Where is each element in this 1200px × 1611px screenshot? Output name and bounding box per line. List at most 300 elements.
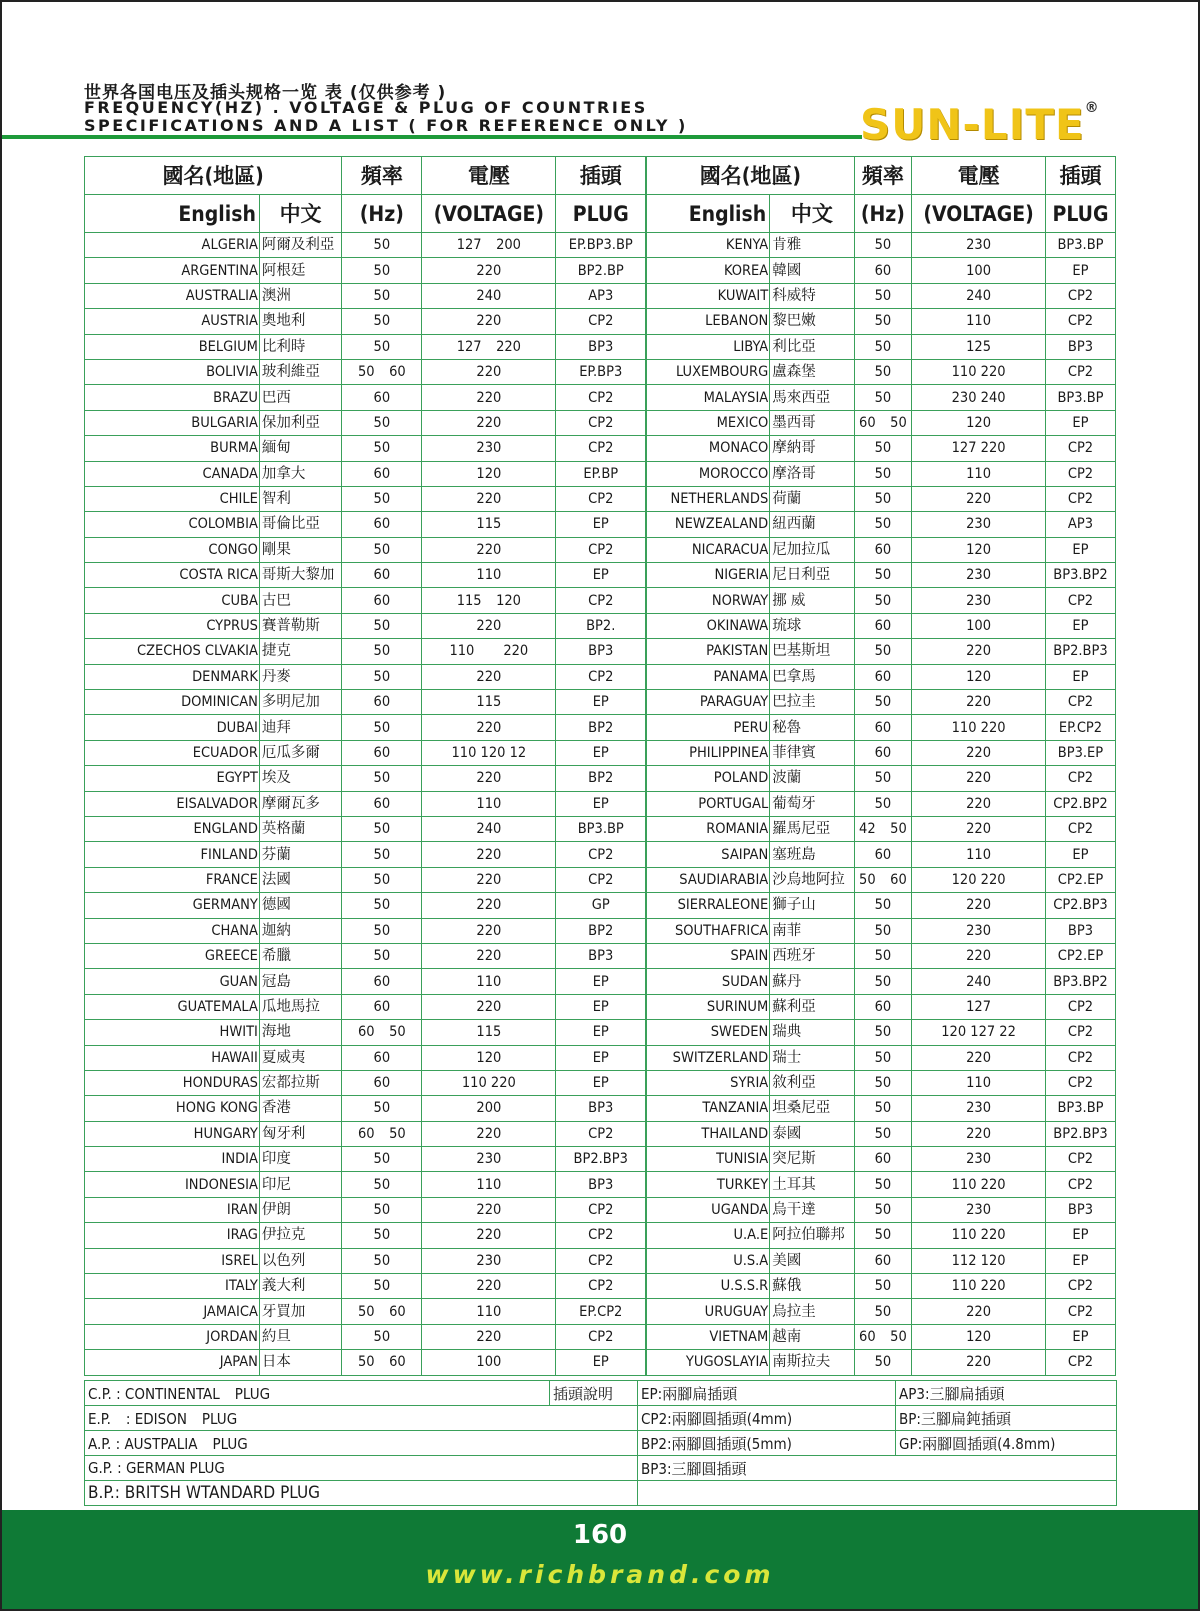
frequency: 60 — [342, 994, 422, 1019]
frequency: 50 — [854, 1172, 912, 1197]
col-english: English — [85, 195, 260, 233]
frequency: 50 — [854, 486, 912, 511]
plug-type: EP — [1045, 664, 1115, 689]
table-row — [85, 1324, 1116, 1349]
voltage: 220 — [912, 1299, 1046, 1324]
brand-name: SUN-LITE — [860, 100, 1085, 149]
table-row — [85, 359, 1116, 384]
plug-type: EP.BP — [556, 461, 647, 486]
plug-type: BP3 — [1045, 334, 1115, 359]
country-chinese: 印度 — [259, 1147, 341, 1172]
country-english: U.S.A — [646, 1248, 769, 1273]
plug-type: CP2 — [556, 842, 647, 867]
frequency: 50 — [342, 816, 422, 841]
frequency: 50 — [342, 715, 422, 740]
country-chinese: 約旦 — [259, 1324, 341, 1349]
frequency: 60 — [342, 385, 422, 410]
country-chinese: 墨西哥 — [770, 410, 854, 435]
country-chinese: 荷蘭 — [770, 486, 854, 511]
country-english: MONACO — [646, 436, 769, 461]
frequency: 50 — [854, 791, 912, 816]
country-english: PERU — [646, 715, 769, 740]
voltage: 220 — [912, 486, 1046, 511]
plug-type: CP2 — [1045, 1350, 1115, 1375]
plug-type: CP2 — [556, 1324, 647, 1349]
country-english: BELGIUM — [85, 334, 260, 359]
voltage: 220 — [422, 918, 556, 943]
plug-type: BP3 — [556, 1172, 647, 1197]
frequency: 50 — [854, 1223, 912, 1248]
country-english: COSTA RICA — [85, 563, 260, 588]
country-chinese: 日本 — [259, 1350, 341, 1375]
country-english: GUATEMALA — [85, 994, 260, 1019]
frequency: 50 — [342, 537, 422, 562]
voltage: 220 — [422, 867, 556, 892]
frequency: 50 — [342, 1197, 422, 1222]
country-english: POLAND — [646, 766, 769, 791]
voltage: 240 — [422, 283, 556, 308]
title-english-line-1: FREQUENCY(HZ) . VOLTAGE & PLUG OF COUNTRIES — [84, 98, 648, 117]
frequency: 60 — [342, 740, 422, 765]
country-english: INDIA — [85, 1147, 260, 1172]
table-row — [85, 258, 1116, 283]
frequency: 50 — [854, 690, 912, 715]
voltage: 120 220 — [912, 867, 1046, 892]
frequency: 60 — [854, 842, 912, 867]
header-row-2 — [85, 195, 1116, 233]
plug-type: CP2 — [1045, 1070, 1115, 1095]
table-row — [85, 588, 1116, 613]
country-english: INDONESIA — [85, 1172, 260, 1197]
table-row — [85, 664, 1116, 689]
country-chinese: 秘魯 — [770, 715, 854, 740]
voltage: 120 — [912, 664, 1046, 689]
country-chinese: 瑞士 — [770, 1045, 854, 1070]
country-chinese: 冠島 — [259, 969, 341, 994]
country-chinese: 盧森堡 — [770, 359, 854, 384]
country-english: ROMANIA — [646, 816, 769, 841]
voltage: 220 — [912, 1350, 1046, 1375]
frequency: 50 — [854, 461, 912, 486]
country-english: OKINAWA — [646, 613, 769, 638]
plug-type: EP — [556, 740, 647, 765]
frequency: 60 — [854, 1147, 912, 1172]
voltage: 115 — [422, 690, 556, 715]
country-chinese: 加拿大 — [259, 461, 341, 486]
country-english: JAPAN — [85, 1350, 260, 1375]
plug-type: CP2 — [556, 1248, 647, 1273]
table-row — [85, 613, 1116, 638]
voltage: 220 — [422, 359, 556, 384]
col-plug-en: PLUG — [556, 195, 647, 233]
country-chinese: 希臘 — [259, 943, 341, 968]
frequency: 50 — [854, 588, 912, 613]
table-row — [85, 1197, 1116, 1222]
voltage: 120 127 22 — [912, 1020, 1046, 1045]
table-row — [85, 1274, 1116, 1299]
voltage: 230 240 — [912, 385, 1046, 410]
country-chinese: 肯雅 — [770, 233, 854, 258]
country-english: HAWAII — [85, 1045, 260, 1070]
plug-type: CP2 — [1045, 690, 1115, 715]
plug-type: CP2 — [556, 537, 647, 562]
country-chinese: 紐西蘭 — [770, 512, 854, 537]
frequency: 50 — [342, 1223, 422, 1248]
plug-type: CP2 — [556, 309, 647, 334]
plug-type: EP — [556, 1045, 647, 1070]
frequency: 60 — [854, 613, 912, 638]
country-chinese: 西班牙 — [770, 943, 854, 968]
country-english: ENGLAND — [85, 816, 260, 841]
voltage: 220 — [912, 1045, 1046, 1070]
plug-type: CP2 — [1045, 1147, 1115, 1172]
voltage: 230 — [912, 233, 1046, 258]
country-chinese: 伊拉克 — [259, 1223, 341, 1248]
country-chinese: 巴西 — [259, 385, 341, 410]
frequency: 60 — [854, 740, 912, 765]
country-chinese: 尼加拉瓜 — [770, 537, 854, 562]
plug-type: BP2.BP3 — [1045, 639, 1115, 664]
voltage: 240 — [912, 969, 1046, 994]
country-english: MALAYSIA — [646, 385, 769, 410]
country-chinese: 瓜地馬拉 — [259, 994, 341, 1019]
plug-type: EP — [1045, 1248, 1115, 1273]
plug-type: EP — [1045, 537, 1115, 562]
table-row — [85, 1299, 1116, 1324]
table-row — [85, 867, 1116, 892]
voltage: 110 — [422, 563, 556, 588]
country-english: GUAN — [85, 969, 260, 994]
country-chinese: 古巴 — [259, 588, 341, 613]
country-chinese: 突尼斯 — [770, 1147, 854, 1172]
plug-type: EP.CP2 — [556, 1299, 647, 1324]
voltage: 220 — [912, 639, 1046, 664]
plug-type: CP2 — [1045, 1172, 1115, 1197]
col-country-right: 國名(地區) — [646, 157, 854, 195]
country-english: AUSTRIA — [85, 309, 260, 334]
country-english: NICARACUA — [646, 537, 769, 562]
country-chinese: 葡萄牙 — [770, 791, 854, 816]
voltage: 115 120 — [422, 588, 556, 613]
frequency: 50 — [342, 436, 422, 461]
country-chinese: 塞班島 — [770, 842, 854, 867]
country-chinese: 奧地利 — [259, 309, 341, 334]
voltage: 240 — [422, 816, 556, 841]
frequency: 50 — [342, 766, 422, 791]
frequency: 60 50 — [854, 1324, 912, 1349]
plug-type: CP2 — [1045, 994, 1115, 1019]
frequency: 50 — [854, 436, 912, 461]
voltage: 220 — [422, 1223, 556, 1248]
country-english: BOLIVIA — [85, 359, 260, 384]
voltage: 220 — [422, 893, 556, 918]
col-plug-en-right: PLUG — [1045, 195, 1115, 233]
voltage: 230 — [912, 1197, 1046, 1222]
frequency: 60 — [342, 1045, 422, 1070]
plug-type: BP2. — [556, 613, 647, 638]
frequency: 60 — [342, 563, 422, 588]
col-volt: 電壓 — [422, 157, 556, 195]
frequency: 60 50 — [342, 1020, 422, 1045]
country-chinese: 摩洛哥 — [770, 461, 854, 486]
frequency: 50 — [342, 233, 422, 258]
frequency: 60 — [342, 690, 422, 715]
country-chinese: 摩爾瓦多 — [259, 791, 341, 816]
frequency: 50 — [854, 233, 912, 258]
frequency: 50 — [854, 1070, 912, 1095]
voltage: 220 — [912, 816, 1046, 841]
country-english: DENMARK — [85, 664, 260, 689]
voltage: 120 — [422, 461, 556, 486]
brand-logo — [860, 100, 1100, 149]
frequency: 50 — [342, 664, 422, 689]
country-chinese: 義大利 — [259, 1274, 341, 1299]
country-english: AUSTRALIA — [85, 283, 260, 308]
plug-type: EP.CP2 — [1045, 715, 1115, 740]
voltage: 115 — [422, 512, 556, 537]
plug-type: BP3.EP — [1045, 740, 1115, 765]
plug-type: EP — [1045, 1223, 1115, 1248]
plug-type: BP2 — [556, 715, 647, 740]
plug-type: EP — [1045, 1324, 1115, 1349]
plug-type: BP3 — [556, 639, 647, 664]
voltage: 220 — [422, 766, 556, 791]
plug-type: BP3 — [1045, 1197, 1115, 1222]
country-english: U.A.E — [646, 1223, 769, 1248]
table-row — [85, 816, 1116, 841]
plug-type: BP3 — [556, 943, 647, 968]
country-chinese: 蘇丹 — [770, 969, 854, 994]
country-english: FRANCE — [85, 867, 260, 892]
voltage: 220 — [912, 766, 1046, 791]
plug-type: BP3 — [556, 334, 647, 359]
country-chinese: 美國 — [770, 1248, 854, 1273]
plug-type: CP2 — [1045, 1045, 1115, 1070]
country-english: BURMA — [85, 436, 260, 461]
plug-type: EP — [1045, 842, 1115, 867]
frequency: 50 — [342, 258, 422, 283]
table-body — [85, 233, 1116, 1376]
frequency: 50 — [854, 766, 912, 791]
frequency: 50 60 — [342, 359, 422, 384]
voltage: 220 — [422, 842, 556, 867]
legend-empty — [638, 1481, 1117, 1506]
table-row — [85, 1045, 1116, 1070]
voltage: 230 — [422, 436, 556, 461]
plug-type: CP2 — [1045, 436, 1115, 461]
plug-type: CP2 — [1045, 816, 1115, 841]
plug-type: CP2.BP3 — [1045, 893, 1115, 918]
frequency: 60 — [854, 537, 912, 562]
table-row — [85, 918, 1116, 943]
country-english: IRAN — [85, 1197, 260, 1222]
country-chinese: 越南 — [770, 1324, 854, 1349]
frequency: 50 — [342, 1274, 422, 1299]
frequency: 50 — [342, 1172, 422, 1197]
col-freq: 頻率 — [342, 157, 422, 195]
voltage: 120 — [422, 1045, 556, 1070]
plug-type: CP2 — [1045, 359, 1115, 384]
voltage: 110 — [912, 842, 1046, 867]
frequency: 50 60 — [342, 1350, 422, 1375]
frequency: 50 — [342, 1147, 422, 1172]
frequency: 50 — [854, 385, 912, 410]
frequency: 50 — [854, 969, 912, 994]
country-english: PARAGUAY — [646, 690, 769, 715]
country-english: EGYPT — [85, 766, 260, 791]
country-chinese: 埃及 — [259, 766, 341, 791]
frequency: 50 — [854, 1045, 912, 1070]
plug-type: EP — [1045, 613, 1115, 638]
frequency: 50 — [854, 283, 912, 308]
voltage: 220 — [422, 994, 556, 1019]
country-chinese: 印尼 — [259, 1172, 341, 1197]
country-chinese: 土耳其 — [770, 1172, 854, 1197]
voltage: 110 220 — [912, 1223, 1046, 1248]
country-english: SYRIA — [646, 1070, 769, 1095]
country-chinese: 牙買加 — [259, 1299, 341, 1324]
col-hz: (Hz) — [342, 195, 422, 233]
country-english: JORDAN — [85, 1324, 260, 1349]
country-chinese: 德國 — [259, 893, 341, 918]
plug-type: AP3 — [556, 283, 647, 308]
table-row — [85, 436, 1116, 461]
country-english: NETHERLANDS — [646, 486, 769, 511]
plug-type: EP — [556, 563, 647, 588]
legend-row — [85, 1406, 1117, 1431]
country-chinese: 菲律賓 — [770, 740, 854, 765]
frequency: 50 — [854, 1020, 912, 1045]
country-english: KUWAIT — [646, 283, 769, 308]
frequency: 60 — [342, 791, 422, 816]
country-chinese: 馬來西亞 — [770, 385, 854, 410]
country-english: FINLAND — [85, 842, 260, 867]
frequency: 50 — [342, 309, 422, 334]
voltage: 110 220 — [912, 715, 1046, 740]
voltage: 230 — [912, 1096, 1046, 1121]
frequency: 50 — [854, 918, 912, 943]
country-chinese: 羅馬尼亞 — [770, 816, 854, 841]
voltage: 220 — [422, 943, 556, 968]
country-chinese: 宏都拉斯 — [259, 1070, 341, 1095]
country-english: IRAG — [85, 1223, 260, 1248]
plug-type: CP2 — [1045, 1299, 1115, 1324]
voltage: 110 — [912, 309, 1046, 334]
voltage: 220 — [422, 537, 556, 562]
voltage: 110 220 — [422, 1070, 556, 1095]
col-country: 國名(地區) — [85, 157, 342, 195]
country-chinese: 獅子山 — [770, 893, 854, 918]
country-english: BRAZU — [85, 385, 260, 410]
plug-type: EP — [556, 791, 647, 816]
country-english: DOMINICAN — [85, 690, 260, 715]
plug-type: AP3 — [1045, 512, 1115, 537]
legend-row — [85, 1431, 1117, 1456]
voltage: 100 — [912, 613, 1046, 638]
voltage: 220 — [912, 1121, 1046, 1146]
frequency: 50 60 — [854, 867, 912, 892]
country-chinese: 賽普勒斯 — [259, 613, 341, 638]
country-english: NEWZEALAND — [646, 512, 769, 537]
country-chinese: 剛果 — [259, 537, 341, 562]
country-chinese: 保加利亞 — [259, 410, 341, 435]
voltage: 220 — [422, 715, 556, 740]
country-chinese: 坦桑尼亞 — [770, 1096, 854, 1121]
table-row — [85, 1147, 1116, 1172]
country-chinese: 緬甸 — [259, 436, 341, 461]
frequency: 60 — [854, 258, 912, 283]
voltage: 120 — [912, 537, 1046, 562]
voltage: 240 — [912, 283, 1046, 308]
table-row — [85, 1096, 1116, 1121]
country-english: SAIPAN — [646, 842, 769, 867]
plug-type: EP — [556, 1020, 647, 1045]
plug-type: EP — [556, 690, 647, 715]
legend-row — [85, 1481, 1117, 1506]
voltage: 220 — [422, 258, 556, 283]
table-row — [85, 1070, 1116, 1095]
plug-type: EP.BP3.BP — [556, 233, 647, 258]
page-footer — [2, 1510, 1198, 1609]
title-chinese: 世界各国电压及插头规格一览 表 (仅供参考 ) — [84, 83, 447, 103]
frequency: 60 50 — [854, 410, 912, 435]
country-english: LUXEMBOURG — [646, 359, 769, 384]
country-english: ISREL — [85, 1248, 260, 1273]
country-chinese: 科威特 — [770, 283, 854, 308]
frequency: 60 — [342, 969, 422, 994]
country-chinese: 厄瓜多爾 — [259, 740, 341, 765]
country-english: DUBAI — [85, 715, 260, 740]
col-english-right: English — [646, 195, 769, 233]
table-row — [85, 563, 1116, 588]
legend-cp2-cn: CP2:兩腳圓插頭(4mm) — [638, 1406, 896, 1431]
country-english: SUDAN — [646, 969, 769, 994]
plug-type: EP — [556, 969, 647, 994]
plug-type: CP2 — [556, 486, 647, 511]
country-chinese: 南斯拉夫 — [770, 1350, 854, 1375]
country-english: CHILE — [85, 486, 260, 511]
frequency: 50 — [342, 1096, 422, 1121]
country-chinese: 沙烏地阿拉 — [770, 867, 854, 892]
country-english: GREECE — [85, 943, 260, 968]
header-row-1 — [85, 157, 1116, 195]
voltage: 220 — [422, 613, 556, 638]
col-voltage-right: (VOLTAGE) — [912, 195, 1046, 233]
country-english: HONG KONG — [85, 1096, 260, 1121]
website-link[interactable]: www.richbrand.com — [425, 1560, 775, 1589]
country-english: KOREA — [646, 258, 769, 283]
plug-type: EP — [556, 994, 647, 1019]
plug-type: CP2 — [556, 867, 647, 892]
country-english: TURKEY — [646, 1172, 769, 1197]
frequency: 50 — [342, 867, 422, 892]
country-english: ITALY — [85, 1274, 260, 1299]
voltage: 120 — [912, 1324, 1046, 1349]
country-english: MEXICO — [646, 410, 769, 435]
voltage: 220 — [422, 1197, 556, 1222]
legend-bp-cn: BP:三腳扁鈍插頭 — [896, 1406, 1117, 1431]
voltage: 115 — [422, 1020, 556, 1045]
table-row — [85, 766, 1116, 791]
frequency: 50 60 — [342, 1299, 422, 1324]
voltage: 120 — [912, 410, 1046, 435]
legend-ep: E.P. : EDISON PLUG — [85, 1406, 638, 1431]
plug-type: CP2 — [556, 410, 647, 435]
frequency: 50 — [342, 486, 422, 511]
registered-mark: ® — [1084, 100, 1100, 116]
country-chinese: 丹麥 — [259, 664, 341, 689]
plug-type: BP3.BP — [1045, 1096, 1115, 1121]
